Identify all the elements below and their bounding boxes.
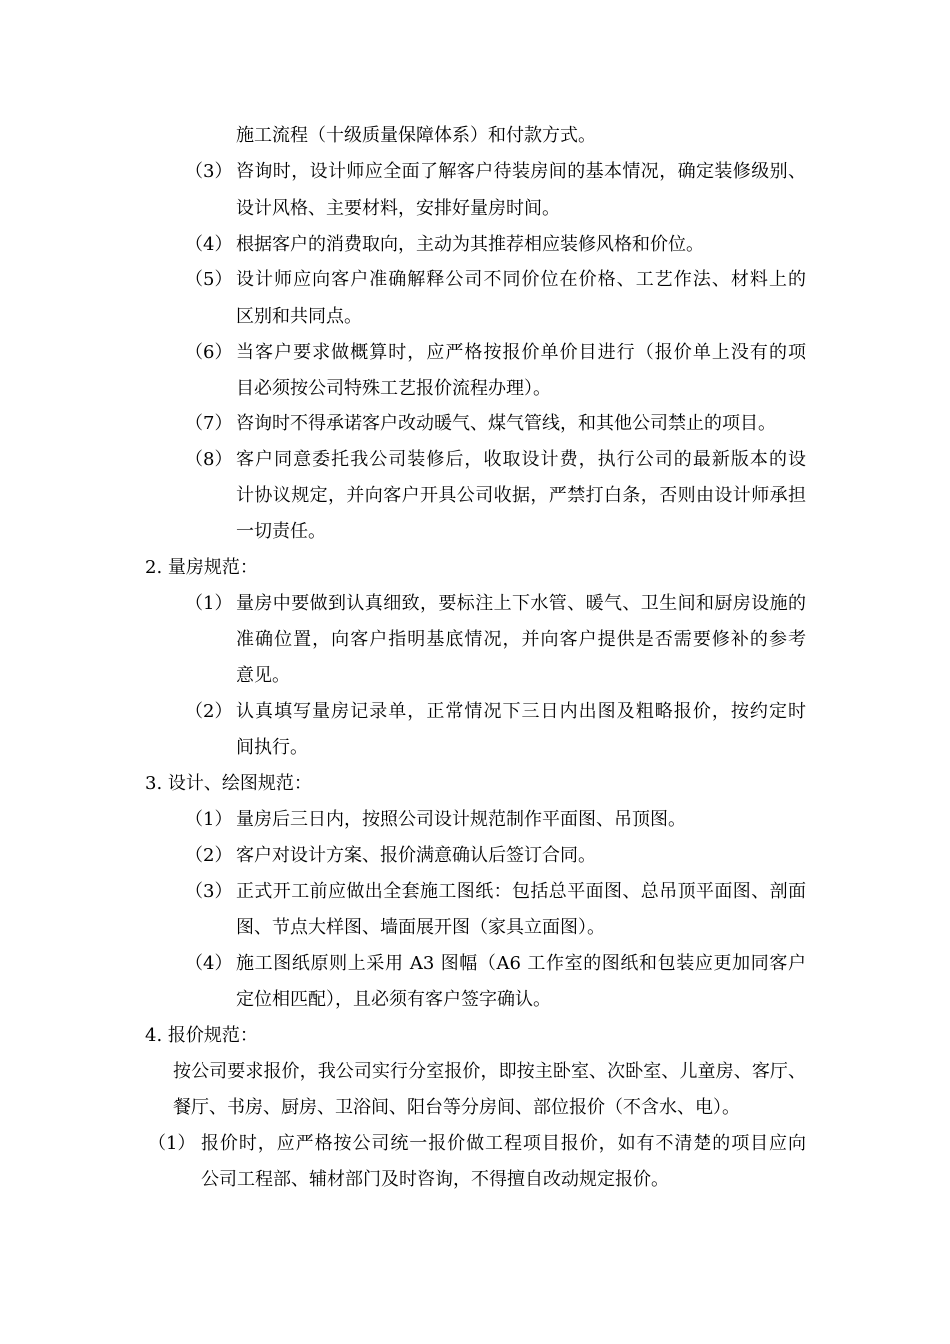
list-item-line: 量房后三日内，按照公司设计规范制作平面图、吊顶图。 [236,809,686,830]
list-item-line: 间执行。 [236,737,308,758]
list-item-number: （4） [185,953,233,974]
list-item-line: 咨询时不得承诺客户改动暖气、煤气管线，和其他公司禁止的项目。 [236,413,776,434]
list-item-line: 根据客户的消费取向，主动为其推荐相应装修风格和价位。 [236,234,704,255]
paragraph-line: 按公司要求报价，我公司实行分室报价，即按主卧室、次卧室、儿童房、客厅、 [173,1061,806,1082]
list-item-number: （6） [185,342,233,363]
section-heading: 2. 量房规范： [145,557,258,578]
paragraph-line: 餐厅、书房、厨房、卫浴间、阳台等分房间、部位报价（不含水、电）。 [173,1097,740,1118]
list-item-number: （3） [185,881,233,902]
list-item-line: 客户同意委托我公司装修后，收取设计费，执行公司的最新版本的设 [236,449,806,470]
list-item-line: 报价时，应严格按公司统一报价做工程项目报价，如有不清楚的项目应向 [201,1133,806,1154]
list-item-line: 设计风格、主要材料，安排好量房时间。 [236,198,560,219]
list-item-number: （1） [185,593,233,614]
list-item-number: （1） [148,1133,196,1154]
list-item-line: 施工图纸原则上采用 A3 图幅（A6 工作室的图纸和包装应更加同客户 [236,953,806,974]
list-item-number: （4） [185,234,233,255]
list-item-line: 量房中要做到认真细致，要标注上下水管、暖气、卫生间和厨房设施的 [236,593,806,614]
list-item-number: （8） [185,449,233,470]
list-item-number: （5） [185,269,233,290]
list-item-line: 认真填写量房记录单，正常情况下三日内出图及粗略报价，按约定时 [236,701,806,722]
paragraph-line: 施工流程（十级质量保障体系）和付款方式。 [236,125,596,146]
list-item-line: 图、节点大样图、墙面展开图（家具立面图）。 [236,917,605,938]
list-item-number: （2） [185,845,233,866]
section-heading: 4. 报价规范： [145,1025,258,1046]
list-item-line: 正式开工前应做出全套施工图纸：包括总平面图、总吊顶平面图、剖面 [236,881,806,902]
list-item-number: （2） [185,701,233,722]
list-item-line: 意见。 [236,665,290,686]
list-item-line: 目必须按公司特殊工艺报价流程办理）。 [236,378,551,399]
list-item-line: 当客户要求做概算时，应严格按报价单价目进行（报价单上没有的项 [236,342,806,363]
list-item-line: 咨询时，设计师应全面了解客户待装房间的基本情况，确定装修级别、 [236,161,806,182]
list-item-line: 准确位置，向客户指明基底情况，并向客户提供是否需要修补的参考 [236,629,806,650]
list-item-line: 公司工程部、辅材部门及时咨询，不得擅自改动规定报价。 [201,1169,669,1190]
list-item-number: （3） [185,161,233,182]
list-item-number: （1） [185,809,233,830]
list-item-line: 设计师应向客户准确解释公司不同价位在价格、工艺作法、材料上的 [236,269,806,290]
list-item-line: 定位相匹配），且必须有客户签字确认。 [236,989,551,1010]
list-item-line: 区别和共同点。 [236,306,362,327]
section-heading: 3. 设计、绘图规范： [145,773,312,794]
list-item-number: （7） [185,413,233,434]
list-item-line: 一切责任。 [236,521,326,542]
list-item-line: 客户对设计方案、报价满意确认后签订合同。 [236,845,596,866]
list-item-line: 计协议规定，并向客户开具公司收据，严禁打白条，否则由设计师承担 [236,485,806,506]
